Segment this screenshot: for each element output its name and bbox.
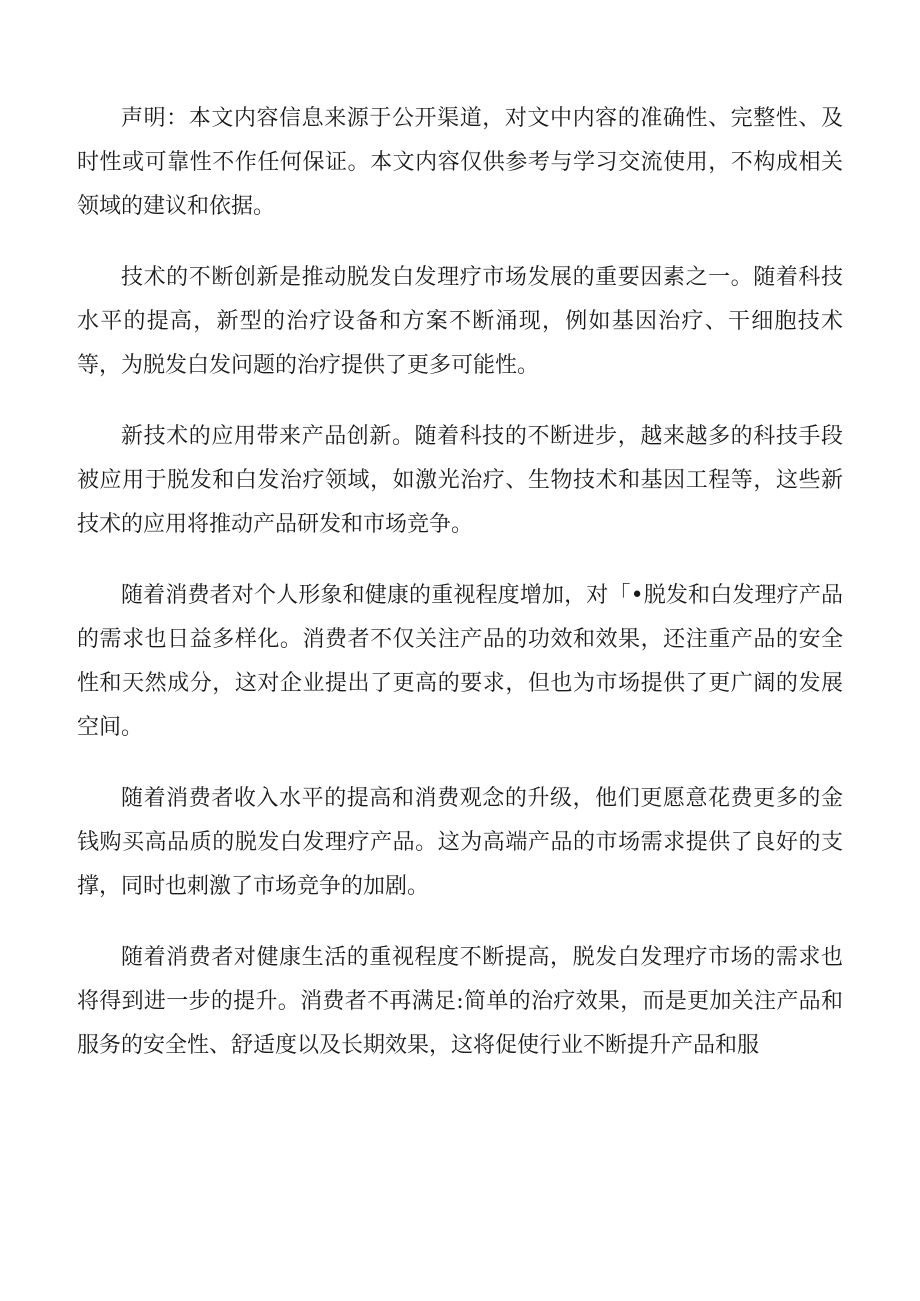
body-paragraph: 新技术的应用带来产品创新。随着科技的不断进步，越来越多的科技手段被应用于脱发和白发治疗领域，如激光治疗、生物技术和基因工程等，这些新技术的应用将推动产品研发和市场竞争。 — [77, 424, 843, 537]
disclaimer-paragraph: 声明：本文内容信息来源于公开渠道，对文中内容的准确性、完整性、及时性或可靠性不作任何保证。本文内容仅供参考与学习交流使用，不构成相关领域的建议和依据。 — [77, 106, 843, 219]
body-paragraph: 技术的不断创新是推动脱发白发理疗市场发展的重要因素之一。随着科技水平的提高，新型的治疗设备和方案不断涌现，例如基因治疗、干细胞技术等，为脱发白发问题的治疗提供了更多可能性。 — [77, 265, 843, 378]
document-body — [77, 97, 843, 1095]
body-paragraph: 随着消费者收入水平的提高和消费观念的升级，他们更愿意花费更多的金钱购买高品质的脱发白发理疗产品。这为高端产品的市场需求提供了良好的支撑，同时也刺激了市场竞争的加剧。 — [77, 786, 843, 899]
body-paragraph: 随着消费者对健康生活的重视程度不断提高，脱发白发理疗市场的需求也将得到进一步的提升。消费者不再满足:简单的治疗效果，而是更加关注产品和服务的安全性、舒适度以及长期效果，这将促使行业不断提升产品和服 — [77, 945, 843, 1058]
body-paragraph: 随着消费者对个人形象和健康的重视程度增加，对「•脱发和白发理疗产品的需求也日益多样化。消费者不仅关注产品的功效和效果，还注重产品的安全性和天然成分，这对企业提出了更高的要求，但也为市场提供了更广阔的发展空间。 — [77, 583, 843, 740]
